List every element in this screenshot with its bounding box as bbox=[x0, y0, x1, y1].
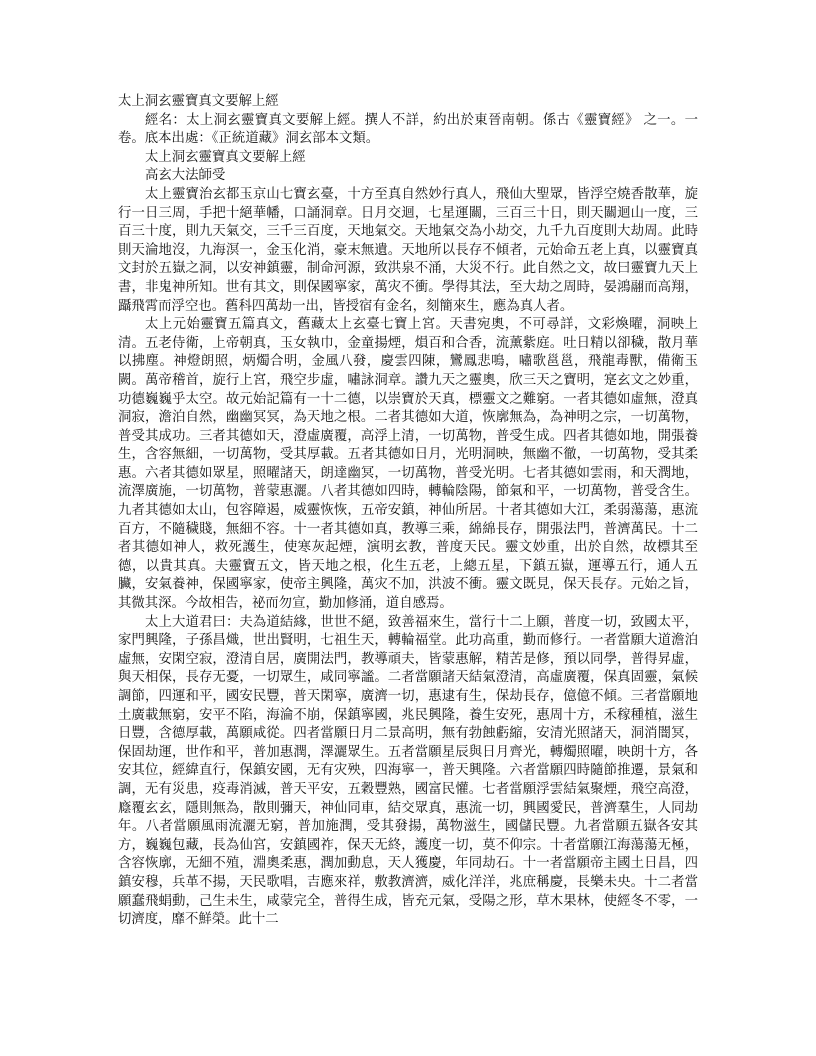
document-attribution: 高玄大法師受 bbox=[145, 168, 226, 184]
document-title: 太上洞玄靈寶真文要解上經 bbox=[118, 94, 279, 109]
document-subtitle: 太上洞玄靈寶真文要解上經 bbox=[145, 149, 306, 165]
paragraph: 太上元始靈寶五篇真文，舊藏太上玄臺七寶上宮。天書宛奧，不可尋詳，文彩煥曜，洞映上清。五老侍衛，上帝朝真，玉女執巾，金童揚煙，熉百和合香，流薰紫庭。吐日精以卻穢，散月華以拂塵。神燈朗照，炳燭合明，金風八發，慶雲四陳，鸞鳳悲鳴，嘯歌邕邕，飛龍毒獸，備衛玉闕。萬帝稽首，旋行上宮，飛空步虛，嘯詠洞章。讚九天之靈奧，欣三天之寶明，寔玄文之妙重，功德巍巍乎太空。故元始記篇有一十二德，以崇寶於天真，標靈文之難窮。一者其德如虛無，澄真洞寂，澹泊自然，幽幽冥冥，為天地之根。二者其德如大道，恢廓無為，為神明之宗，一切萬物，普受其成功。三者其德如天，澄虛廣覆，高浮上清，一切萬物，普受生成。四者其德如地，開張養生，含容無細，一切萬物，受其厚載。五者其德如日月，光明洞映，無幽不徹，一切萬物，受其柔惠。六者其德如眾星，照曜諸天，朗達幽冥，一切萬物，普受光明。七者其德如雲雨，和天潤地，流澤廣施，一切萬物，普蒙惠灑。八者其德如四時，轉輪陰陽，節氣和平，一切萬物，普受含生。九者其德如太山，包容障遏，威靈恢恢，五帝安鎮，神仙所居。十者其德如大江，柔弱蕩蕩，惠流百方，不隨穢賤，無細不容。十一者其德如真，教導三乘，綿綿長存，開張法門，普濟萬民。十二者其德如神人，救死護生，使寒灰起煙，演明玄教，普度天民。靈文妙重，出於自然，故標其至德，以貴其真。夫靈寶五文，皆天地之根，化生五老，上總五星，下鎮五嶽，運導五行，通人五臟，安氣養神，保國寧家，使帝主興隆，萬灾不加，洪波不衝。靈文既見，保天長存。元始之旨，其微其深。今故相告，祕而勿宣，勤加修涌，道自感焉。 bbox=[118, 317, 698, 612]
paragraph: 太上靈寶治玄都玉京山七寶玄臺，十方至真自然妙行真人，飛仙大聖眾，皆浮空燒香散華，旋行一日三周，手把十絕華幡，口誦洞章。日月交迴，七星運關，三百三十日，則天關迴山一度，三百三十度，則九天氣交，三千三百度，天地氣交。天地氣交為小劫交，九千九百度則大劫周。此時則天淪地沒，九海溟一，金玉化消，豪末無遺。天地所以長存不傾者，元始命五老上真，以靈寶真文封於五嶽之洞，以安神鎮靈，制命河源，致洪泉不涌，大災不行。此自然之文，故曰靈寶九天上書，非鬼神所知。世有其文，則保國寧家，萬灾不衝。學得其法，至大劫之周時，晏鴻翮而高翔，躡飛霄而浮空也。舊科四萬劫一出，皆授宿有金名，刻簡來生，應為真人者。 bbox=[118, 186, 698, 314]
document-body bbox=[118, 93, 698, 930]
paragraph: 太上大道君曰：夫為道結緣，世世不絕，致善福來生，當行十二上願，普度一切，致國太平，家門興隆，子孫昌熾，世出賢明，七祖生天，轉輪福堂。此功高重，勤而修行。一者當願大道澹泊虛無，安閑空寂，澄清自居，廣開法門，教導頑夫，皆蒙惠解，精苦是修，預以同學，普得昇虛，與天相保，長存无憂，一切眾生，咸同寧謐。二者當願諸天結氣澄清，高虛廣覆，保真固靈，氣候調節，四運和平，國安民豐，普天閑寧，廣濟一切，惠逮有生，保劫長存，億億不傾。三者當願地土廣載無窮，安平不陷，海淪不崩，保鎮寧國，兆民興隆，養生安死，惠周十方，禾稼種植，滋生日豐，含德厚載，萬願咸從。四者當願日月二景高明，無有勃蝕虧縮，安清光照諸天，洞消闇冥，保固劫運，世作和平，普加惠潤，澤灑眾生。五者當願星辰與日月齊光，轉燭照曜，映朗十方，各安其位，經緯直行，保鎮安國，无有灾殃，四海寧一，普天興隆。六者當願四時隨節推遷，景氣和調，无有災患，疫毒消滅，普天平安，五穀豐熟，國富民懽。七者當願浮雲結氣聚煙，飛空高澄，廕覆玄玄，隱則無為，散則彌天，神仙同車，結交眾真，惠流一切，興國愛民，普濟羣生，人同劫年。八者當願風雨流灑无窮，普加施潤，受其發揚，萬物滋生，國儲民豐。九者當願五嶽各安其方，巍巍包藏，長為仙宮，安鎮國祚，保天无終，護度一切，莫不仰宗。十者當願江海蕩蕩无極，含容恢廓，无細不殖，淵奧柔惠，潤加動息，天人獲慶，年同劫石。十一者當願帝主國土日昌，四鎮安穆，兵革不揚，天民歌唱，吉應來祥，敷教濟濟，威化洋洋，兆庶稱慶，長樂未央。十二者當願蠢飛蜎動，己生未生，咸蒙完全，普得生成，皆充元氣，受陽之形，草木果林，使經冬不零，一切濟度，靡不鮮榮。此十二 bbox=[118, 614, 698, 928]
document-note: 經名：太上洞玄靈寶真文要解上經。撰人不詳，約出於東晉南朝。係古《靈寶經》 之一。一卷。底本出處：《正統道藏》洞玄部本文類。 bbox=[118, 112, 698, 147]
